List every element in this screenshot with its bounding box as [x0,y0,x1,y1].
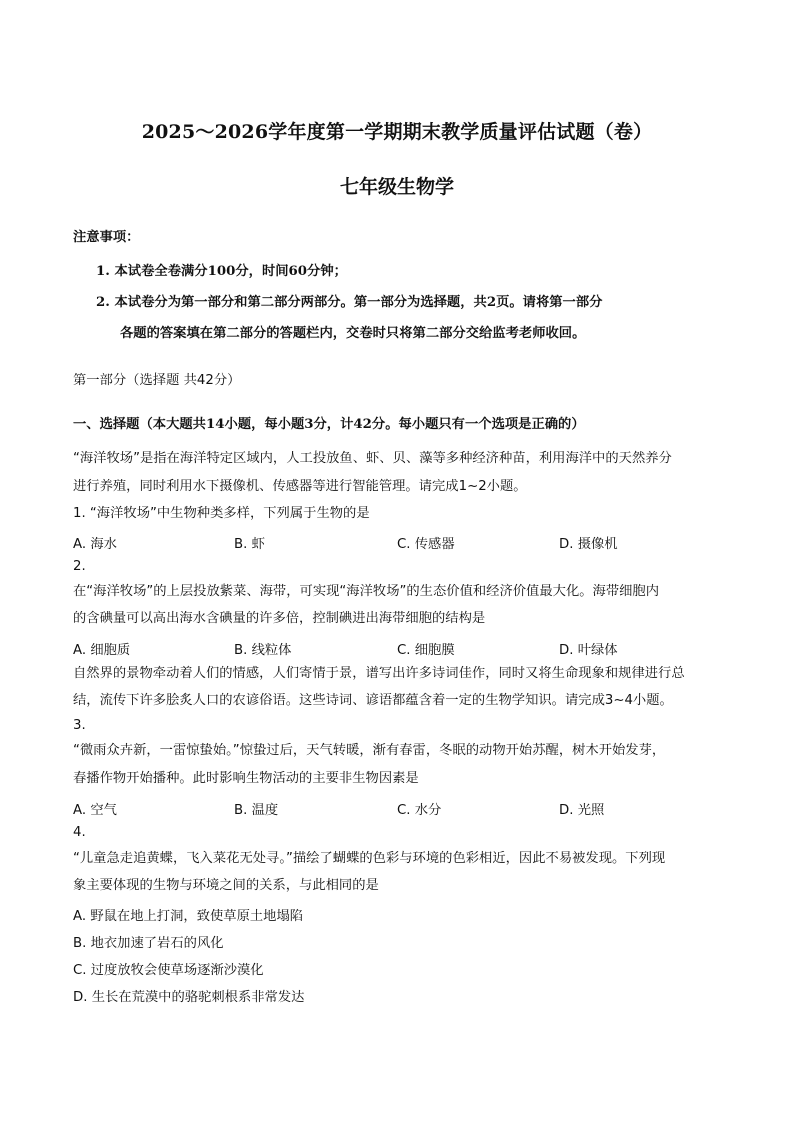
q3-option-a[interactable]: A. 空气 [73,803,117,818]
q1-option-c[interactable]: C. 传感器 [397,537,455,552]
q2-option-d[interactable]: D. 叶绿体 [559,643,618,658]
q2-option-b[interactable]: B. 线粒体 [234,643,292,658]
q1-option-a[interactable]: A. 海水 [73,537,117,552]
q2-line-2: 的含碘量可以高出海水含碘量的许多倍，控制碘进出海带细胞的结构是 [73,611,486,626]
section-title: 一、选择题（本大题共14小题，每小题3分，计42分。每小题只有一个选项是正确的） [73,417,585,432]
notice-item-2-line-1: 2. 本试卷分为第一部分和第二部分两部分。第一部分为选择题，共2页。请将第一部分 [96,295,603,310]
passage1-line-2: 进行养殖，同时利用水下摄像机、传感器等进行智能管理。请完成1~2小题。 [73,479,527,494]
q2-option-a[interactable]: A. 细胞质 [73,643,131,658]
q1-option-b[interactable]: B. 虾 [234,537,265,552]
q4-option-d[interactable]: D. 生长在荒漠中的骆驼刺根系非常发达 [73,990,305,1005]
notice-item-1: 1. 本试卷全卷满分100分，时间60分钟； [96,264,347,279]
notice-heading: 注意事项： [73,230,140,245]
q3-number: 3. [73,718,86,733]
q4-line-2: 象主要体现的生物与环境之间的关系，与此相同的是 [73,878,379,893]
passage2-line-1: 自然界的景物牵动着人们的情感，人们寄情于景，谱写出许多诗词佳作，同时又将生命现象和规律进行总 [73,666,685,681]
subject-title: 七年级生物学 [339,176,454,198]
q3-option-b[interactable]: B. 温度 [234,803,279,818]
q4-option-c[interactable]: C. 过度放牧会使草场逐渐沙漠化 [73,963,264,978]
q1-stem: 1. “海洋牧场”中生物种类多样，下列属于生物的是 [73,506,370,521]
q4-option-b[interactable]: B. 地衣加速了岩石的风化 [73,936,224,951]
q2-option-c[interactable]: C. 细胞膜 [397,643,455,658]
q3-line-2: 春播作物开始播种。此时影响生物活动的主要非生物因素是 [73,771,419,786]
exam-title: 2025～2026学年度第一学期期末教学质量评估试题（卷） [141,121,653,143]
passage1-line-1: “海洋牧场”是指在海洋特定区域内，人工投放鱼、虾、贝、藻等多种经济种苗，利用海洋中的天然养分 [73,451,672,466]
part1-label: 第一部分（选择题 共42分） [73,373,241,388]
q4-option-a[interactable]: A. 野鼠在地上打洞，致使草原土地塌陷 [73,909,304,924]
passage2-line-2: 结，流传下许多脍炙人口的农谚俗语。这些诗词、谚语都蕴含着一定的生物学知识。请完成3~4小题。 [73,693,673,708]
q4-line-1: “儿童急走追黄蝶，飞入菜花无处寻。”描绘了蝴蝶的色彩与环境的色彩相近，因此不易被发现。下列现 [73,851,666,866]
q2-line-1: 在“海洋牧场”的上层投放紫菜、海带，可实现“海洋牧场”的生态价值和经济价值最大化。海带细胞内 [73,584,660,599]
q2-number: 2. [73,559,86,574]
notice-item-2-line-2: 各题的答案填在第二部分的答题栏内，交卷时只将第二部分交给监考老师收回。 [120,326,586,341]
q4-number: 4. [73,825,86,840]
q3-line-1: “微雨众卉新，一雷惊蛰始。”惊蛰过后，天气转暖，渐有春雷，冬眠的动物开始苏醒，树木开始发芽， [73,743,666,758]
q3-option-d[interactable]: D. 光照 [559,803,605,818]
q3-option-c[interactable]: C. 水分 [397,803,442,818]
q1-option-d[interactable]: D. 摄像机 [559,537,618,552]
